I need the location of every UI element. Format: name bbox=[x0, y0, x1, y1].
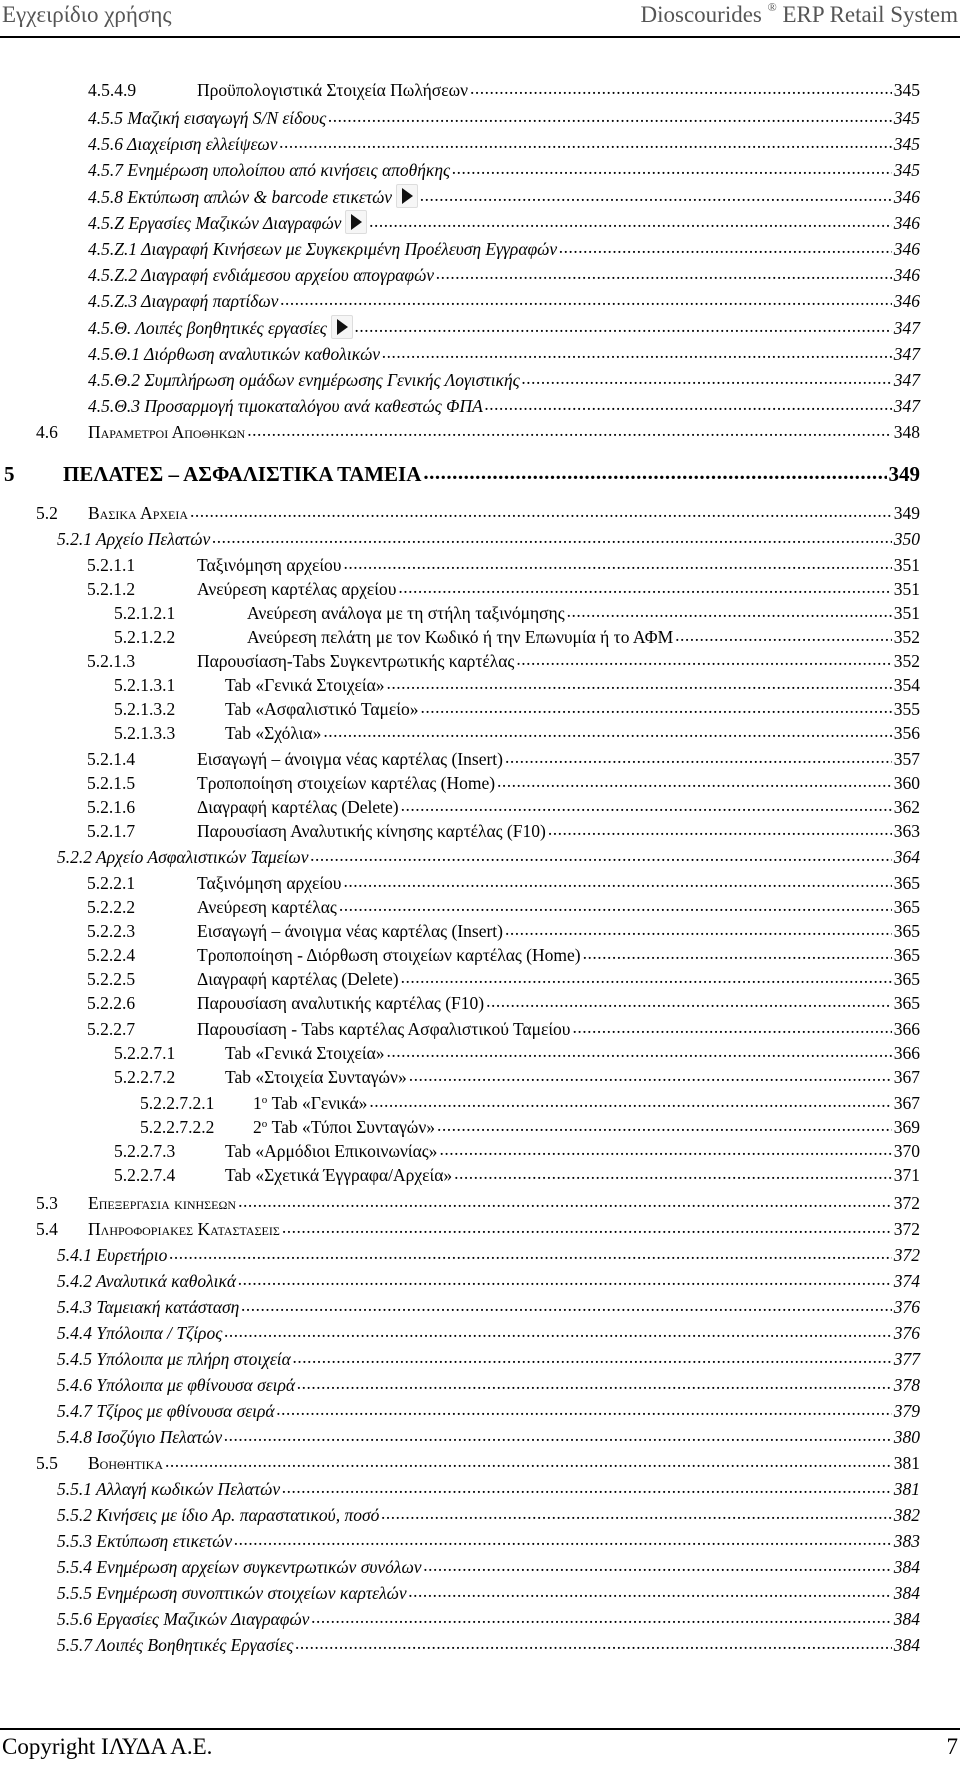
toc-entry[interactable] bbox=[87, 744, 920, 770]
toc-entry-page: 367 bbox=[893, 1067, 920, 1087]
toc-entry-page: 346 bbox=[893, 291, 920, 311]
toc-entry[interactable] bbox=[87, 646, 920, 672]
toc-entry-title: Παραμετροι Αποθηκων bbox=[88, 422, 246, 442]
dot-leader bbox=[241, 1296, 891, 1318]
toc-entry-page: 347 bbox=[893, 396, 920, 416]
toc-entry-page: 351 bbox=[893, 555, 920, 575]
dot-leader bbox=[169, 1244, 891, 1266]
toc-entry-title: 4.5.Θ. Λοιπές βοηθητικές εργασίες bbox=[88, 318, 327, 338]
toc-entry-title: Παρουσίαση-Tabs Συγκεντρωτικής καρτέλας bbox=[197, 651, 515, 671]
toc-entry[interactable] bbox=[114, 622, 920, 648]
toc-entry-title: 5.4.5 Υπόλοιπα με πλήρη στοιχεία bbox=[57, 1349, 291, 1369]
toc-entry-page: 372 bbox=[893, 1219, 920, 1239]
toc-entry-title: 4.5.Ζ.2 Διαγραφή ενδιάμεσου αρχείου απογραφών bbox=[88, 265, 435, 285]
toc-entry-ordinal-suffix: ο bbox=[261, 1118, 268, 1130]
dot-leader bbox=[452, 159, 892, 181]
dot-leader bbox=[409, 1582, 892, 1604]
toc-entry[interactable] bbox=[57, 524, 920, 550]
toc-entry-title: Tab «Σχετικά Έγγραφα/Αρχεία» bbox=[225, 1165, 453, 1185]
toc-entry[interactable] bbox=[36, 1448, 920, 1474]
toc-entry-page: 349 bbox=[888, 462, 920, 486]
toc-entry-title: Tab «Αρμόδιοι Επικοινωνίας» bbox=[225, 1141, 438, 1161]
toc-entry-title: 5.5.2 Κινήσεις με ίδιο Αρ. παραστατικού, ποσό bbox=[57, 1505, 380, 1525]
expand-arrow-icon[interactable] bbox=[331, 315, 353, 339]
dot-leader bbox=[420, 698, 891, 720]
dot-leader bbox=[497, 772, 892, 794]
play-triangle-icon bbox=[337, 319, 348, 335]
toc-entry-ordinal: 1 bbox=[253, 1093, 262, 1113]
toc-entry[interactable] bbox=[88, 286, 920, 312]
toc-entry-page: 352 bbox=[893, 627, 920, 647]
dot-leader bbox=[486, 992, 892, 1014]
toc-entry[interactable] bbox=[88, 75, 920, 101]
toc-entry-page: 365 bbox=[893, 897, 920, 917]
dot-leader bbox=[516, 650, 891, 672]
toc-entry-page: 354 bbox=[893, 675, 920, 695]
toc-entry-number: 5.2.1.6 bbox=[87, 797, 136, 817]
toc-entry-page: 347 bbox=[893, 318, 920, 338]
toc-entry[interactable] bbox=[57, 1292, 920, 1318]
toc-entry-page: 363 bbox=[893, 821, 920, 841]
toc-entry[interactable] bbox=[114, 718, 920, 744]
toc-entry[interactable] bbox=[88, 234, 920, 260]
header-divider bbox=[0, 36, 960, 38]
product-brand: Dioscourides bbox=[640, 2, 762, 27]
dot-leader bbox=[311, 1608, 891, 1630]
toc-entry-page: 347 bbox=[893, 370, 920, 390]
toc-entry-number: 5.2.1.2.1 bbox=[114, 603, 176, 623]
toc-entry-title: Tab «Ασφαλιστικό Ταμείο» bbox=[225, 699, 419, 719]
toc-entry-title: 4.5.8 Εκτύπωση απλών & barcode ετικετών bbox=[88, 187, 393, 207]
toc-entry-title: 4.5.Θ.3 Προσαρμογή τιμοκαταλόγου ανά καθεστώς ΦΠΑ bbox=[88, 396, 483, 416]
toc-entry-number: 5.2.2.7.2.1 bbox=[140, 1093, 215, 1113]
toc-entry-title: 5.5.6 Εργασίες Μαζικών Διαγραφών bbox=[57, 1609, 310, 1629]
toc-entry[interactable] bbox=[87, 892, 920, 918]
toc-entry-title: 4.5.Ζ.3 Διαγραφή παρτίδων bbox=[88, 291, 279, 311]
toc-entry-title: Προϋπολογιστικά Στοιχεία Πωλήσεων bbox=[197, 80, 469, 100]
dot-leader bbox=[277, 1400, 892, 1422]
toc-entry-page: 345 bbox=[893, 80, 920, 100]
toc-entry-page: 365 bbox=[893, 921, 920, 941]
toc-entry-title: Ανεύρεση καρτέλας αρχείου bbox=[197, 579, 397, 599]
toc-entry[interactable] bbox=[88, 365, 920, 391]
toc-entry-page: 365 bbox=[893, 945, 920, 965]
toc-entry[interactable] bbox=[87, 816, 920, 842]
toc-entry-page: 372 bbox=[893, 1193, 920, 1213]
toc-entry-title: Tab «Γενικά Στοιχεία» bbox=[225, 1043, 385, 1063]
toc-entry[interactable] bbox=[57, 1630, 920, 1656]
toc-entry[interactable] bbox=[57, 842, 920, 868]
toc-entry-page: 362 bbox=[893, 797, 920, 817]
dot-leader bbox=[280, 290, 891, 312]
toc-entry-page: 364 bbox=[893, 847, 920, 867]
toc-entry[interactable] bbox=[114, 1136, 920, 1162]
toc-entry-title: Tab «Γενικά» bbox=[271, 1093, 368, 1113]
dot-leader bbox=[323, 722, 891, 744]
toc-entry[interactable] bbox=[57, 1422, 920, 1448]
toc-entry-title: 5.5.3 Εκτύπωση ετικετών bbox=[57, 1531, 233, 1551]
toc-entry[interactable] bbox=[87, 768, 920, 794]
toc-entry[interactable] bbox=[57, 1318, 920, 1344]
dot-leader bbox=[224, 1322, 891, 1344]
toc-entry-page: 345 bbox=[893, 134, 920, 154]
toc-entry-number: 5.2.2.1 bbox=[87, 873, 136, 893]
dot-leader bbox=[548, 820, 892, 842]
dot-leader bbox=[583, 944, 892, 966]
toc-entry[interactable] bbox=[57, 1344, 920, 1370]
toc-entry-page: 350 bbox=[893, 529, 920, 549]
toc-entry-title: 5.5.5 Ενημέρωση συνοπτικών στοιχείων καρτελών bbox=[57, 1583, 407, 1603]
toc-entry-page: 346 bbox=[893, 265, 920, 285]
toc-entry-title: Ταξινόμηση αρχείου bbox=[197, 555, 342, 575]
toc-entry-page: 365 bbox=[893, 873, 920, 893]
toc-entry[interactable] bbox=[88, 260, 920, 286]
dot-leader bbox=[420, 186, 892, 208]
page-header bbox=[0, 0, 960, 32]
toc-entry-page: 366 bbox=[893, 1019, 920, 1039]
toc-entry-title: Ανεύρεση ανάλογα με τη στήλη ταξινόμησης bbox=[247, 603, 565, 623]
toc-entry[interactable] bbox=[36, 498, 920, 524]
toc-entry-page: 348 bbox=[893, 422, 920, 442]
dot-leader bbox=[339, 896, 892, 918]
toc-entry-title: Ταξινόμηση αρχείου bbox=[197, 873, 342, 893]
dot-leader bbox=[212, 528, 891, 550]
dot-leader bbox=[401, 968, 892, 990]
toc-entry-number: 5.2.2.7.2 bbox=[114, 1067, 176, 1087]
toc-entry-ordinal: 2 bbox=[253, 1117, 262, 1137]
dot-leader bbox=[343, 554, 891, 576]
dot-leader bbox=[398, 578, 891, 600]
toc-entry[interactable] bbox=[57, 1500, 920, 1526]
toc-entry-title: 5.4.4 Υπόλοιπα / Τζίρος bbox=[57, 1323, 223, 1343]
toc-entry-title: 5.4.8 Ισοζύγιο Πελατών bbox=[57, 1427, 223, 1447]
toc-entry[interactable] bbox=[140, 1088, 920, 1114]
toc-entry-title: Παρουσίαση Αναλυτικής κίνησης καρτέλας (F10) bbox=[197, 821, 546, 841]
toc-entry-page: 384 bbox=[893, 1557, 920, 1577]
expand-arrow-icon[interactable] bbox=[345, 210, 367, 234]
dot-leader bbox=[675, 626, 892, 648]
toc-entry[interactable] bbox=[57, 1370, 920, 1396]
toc-entry[interactable] bbox=[87, 868, 920, 894]
toc-entry-title: ΠΕΛΑΤΕΣ – ΑΣΦΑΛΙΣΤΙΚΑ ΤΑΜΕΙΑ bbox=[63, 462, 422, 486]
toc-entry[interactable] bbox=[114, 670, 920, 696]
toc-entry-page: 356 bbox=[893, 723, 920, 743]
toc-entry[interactable] bbox=[57, 1474, 920, 1500]
page-footer bbox=[0, 1734, 960, 1764]
toc-entry-number: 5.2.2.2 bbox=[87, 897, 136, 917]
dot-leader bbox=[470, 79, 892, 101]
toc-entry-title: 5.4.2 Αναλυτικά καθολικά bbox=[57, 1271, 237, 1291]
dot-leader bbox=[559, 238, 892, 260]
toc-entry-page: 379 bbox=[893, 1401, 920, 1421]
toc-entry-number: 5 bbox=[4, 462, 15, 486]
toc-entry-number: 5.2.2.7 bbox=[87, 1019, 136, 1039]
toc-entry-title: Τροποποίηση - Διόρθωση στοιχείων καρτέλας (Home) bbox=[197, 945, 581, 965]
toc-entry-page: 383 bbox=[893, 1531, 920, 1551]
toc-entry[interactable] bbox=[88, 155, 920, 181]
toc-entry-page: 352 bbox=[893, 651, 920, 671]
toc-entry-page: 357 bbox=[893, 749, 920, 769]
toc-entry-title: 5.4.1 Ευρετήριο bbox=[57, 1245, 168, 1265]
toc-entry-title: 5.5.1 Αλλαγή κωδικών Πελατών bbox=[57, 1479, 281, 1499]
toc-entry-number: 5.2.2.7.1 bbox=[114, 1043, 176, 1063]
toc-entry-title: 5.2.1 Αρχείο Πελατών bbox=[57, 529, 211, 549]
toc-entry[interactable] bbox=[36, 1188, 920, 1214]
toc-entry-number: 4.5.4.9 bbox=[88, 80, 137, 100]
dot-leader bbox=[409, 1066, 892, 1088]
play-triangle-icon bbox=[351, 214, 362, 230]
toc-entry-title: 4.5.Ζ Εργασίες Μαζικών Διαγραφών bbox=[88, 213, 342, 233]
dot-leader bbox=[522, 369, 892, 391]
toc-entry[interactable] bbox=[114, 1062, 920, 1088]
toc-entry-title: 5.4.3 Ταμειακή κατάσταση bbox=[57, 1297, 240, 1317]
toc-entry[interactable] bbox=[57, 1396, 920, 1422]
dot-leader bbox=[485, 395, 892, 417]
toc-entry-number: 5.2.1.3.3 bbox=[114, 723, 176, 743]
dot-leader bbox=[190, 502, 892, 524]
toc-entry[interactable] bbox=[57, 1266, 920, 1292]
dot-leader bbox=[423, 463, 886, 485]
toc-entry-number: 5.2.2.3 bbox=[87, 921, 136, 941]
toc-entry[interactable] bbox=[4, 459, 920, 485]
dot-leader bbox=[439, 1140, 891, 1162]
toc-entry-page: 382 bbox=[893, 1505, 920, 1525]
toc-entry-number: 5.2.1.3.1 bbox=[114, 675, 176, 695]
dot-leader bbox=[282, 1218, 892, 1240]
toc-entry-title: 5.4.6 Υπόλοιπα με φθίνουσα σειρά bbox=[57, 1375, 296, 1395]
dot-leader bbox=[247, 421, 892, 443]
toc-entry-page: 370 bbox=[893, 1141, 920, 1161]
toc-entry-number: 5.2.2.7.3 bbox=[114, 1141, 176, 1161]
toc-entry-title: 4.5.5 Μαζική εισαγωγή S/N είδους bbox=[88, 108, 327, 128]
toc-entry-page: 384 bbox=[893, 1609, 920, 1629]
toc-entry-title: Εισαγωγή – άνοιγμα νέας καρτέλας (Insert) bbox=[197, 749, 503, 769]
toc-entry-ordinal-suffix: ο bbox=[261, 1094, 268, 1106]
toc-entry-page: 384 bbox=[893, 1635, 920, 1655]
toc-entry-number: 5.2.1.3.2 bbox=[114, 699, 176, 719]
toc-entry-title: 5.5.7 Λοιπές Βοηθητικές Εργασίες bbox=[57, 1635, 294, 1655]
dot-leader bbox=[505, 748, 892, 770]
dot-leader bbox=[279, 133, 891, 155]
toc-entry-page: 380 bbox=[893, 1427, 920, 1447]
toc-entry-number: 5.3 bbox=[36, 1193, 58, 1213]
toc-entry[interactable] bbox=[36, 1214, 920, 1240]
toc-entry-number: 5.2.2.4 bbox=[87, 945, 136, 965]
toc-entry-page: 345 bbox=[893, 160, 920, 180]
toc-entry-title: Tab «Σχόλια» bbox=[225, 723, 322, 743]
toc-entry[interactable] bbox=[57, 1552, 920, 1578]
toc-entry-page: 378 bbox=[893, 1375, 920, 1395]
toc-entry-title: Ανεύρεση καρτέλας bbox=[197, 897, 337, 917]
toc-entry[interactable] bbox=[114, 598, 920, 624]
dot-leader bbox=[454, 1164, 892, 1186]
toc-entry-page: 376 bbox=[893, 1297, 920, 1317]
toc-entry-number: 5.2.2.6 bbox=[87, 993, 136, 1013]
dot-leader bbox=[224, 1426, 892, 1448]
toc-entry-title: Πληροφοριακες Καταστασεις bbox=[88, 1219, 280, 1239]
toc-entry[interactable] bbox=[114, 1038, 920, 1064]
toc-entry-page: 365 bbox=[893, 969, 920, 989]
toc-entry[interactable] bbox=[88, 208, 920, 234]
toc-entry-number: 5.2.1.7 bbox=[87, 821, 136, 841]
toc-entry-page: 376 bbox=[893, 1323, 920, 1343]
toc-entry-title: Παρουσίαση - Tabs καρτέλας Ασφαλιστικού Ταμείου bbox=[197, 1019, 571, 1039]
toc-entry-title: Βοηθητικα bbox=[88, 1453, 163, 1473]
dot-leader bbox=[387, 1042, 892, 1064]
toc-entry-number: 5.2.1.2 bbox=[87, 579, 136, 599]
copyright-text: Copyright ΙΛΥΔΑ Α.Ε. bbox=[2, 1734, 213, 1759]
toc-entry-number: 5.2.1.2.2 bbox=[114, 627, 176, 647]
toc-entry-title: Tab «Στοιχεία Συνταγών» bbox=[225, 1067, 407, 1087]
toc-entry-number: 5.5 bbox=[36, 1453, 58, 1473]
toc-entry-page: 349 bbox=[893, 503, 920, 523]
dot-leader bbox=[505, 920, 892, 942]
dot-leader bbox=[382, 343, 892, 365]
toc-entry[interactable] bbox=[88, 182, 920, 208]
toc-entry-page: 377 bbox=[893, 1349, 920, 1369]
toc-entry-page: 355 bbox=[893, 699, 920, 719]
toc-entry-page: 366 bbox=[893, 1043, 920, 1063]
toc-entry-number: 5.2.1.3 bbox=[87, 651, 136, 671]
dot-leader bbox=[381, 1504, 891, 1526]
toc-entry-title: Διαγραφή καρτέλας (Delete) bbox=[197, 797, 399, 817]
toc-entry[interactable] bbox=[88, 391, 920, 417]
dot-leader bbox=[369, 1092, 891, 1114]
dot-leader bbox=[297, 1374, 892, 1396]
toc-entry-title: Τροποποίηση στοιχείων καρτέλας (Home) bbox=[197, 773, 496, 793]
toc-entry-title: Ανεύρεση πελάτη με τον Κωδικό ή την Επωνυμία ή το ΑΦΜ bbox=[247, 627, 674, 647]
toc-entry-title: Διαγραφή καρτέλας (Delete) bbox=[197, 969, 399, 989]
toc-entry-page: 381 bbox=[893, 1453, 920, 1473]
toc-entry-title: Επεξεργασια κινησεων bbox=[88, 1193, 237, 1213]
toc-entry-number: 5.2.1.4 bbox=[87, 749, 136, 769]
dot-leader bbox=[328, 107, 892, 129]
toc-entry[interactable] bbox=[87, 792, 920, 818]
toc-entry-title: 5.5.4 Ενημέρωση αρχείων συγκεντρωτικών συνόλων bbox=[57, 1557, 422, 1577]
toc-entry-page: 369 bbox=[893, 1117, 920, 1137]
toc-entry-page: 346 bbox=[893, 187, 920, 207]
toc-entry-page: 351 bbox=[893, 603, 920, 623]
toc-entry-number: 5.2 bbox=[36, 503, 58, 523]
dot-leader bbox=[165, 1452, 892, 1474]
toc-entry[interactable] bbox=[57, 1240, 920, 1266]
product-suffix: ERP Retail System bbox=[782, 2, 958, 27]
toc-entry-page: 367 bbox=[893, 1093, 920, 1113]
toc-entry-title: Tab «Γενικά Στοιχεία» bbox=[225, 675, 385, 695]
toc-entry-title: 4.5.Ζ.1 Διαγραφή Κινήσεων με Συγκεκριμένη Προέλευση Εγγραφών bbox=[88, 239, 558, 259]
expand-arrow-icon[interactable] bbox=[396, 184, 418, 208]
toc-entry-number: 5.2.1.1 bbox=[87, 555, 136, 575]
toc-entry-title: Εισαγωγή – άνοιγμα νέας καρτέλας (Insert) bbox=[197, 921, 503, 941]
dot-leader bbox=[387, 674, 892, 696]
toc-entry-title: Βασικα Αρχεια bbox=[88, 503, 189, 523]
toc-entry-page: 372 bbox=[893, 1245, 920, 1265]
toc-entry-number: 5.2.2.7.2.2 bbox=[140, 1117, 215, 1137]
toc-entry-number: 4.6 bbox=[36, 422, 58, 442]
dot-leader bbox=[567, 602, 892, 624]
toc-entry-page: 345 bbox=[893, 108, 920, 128]
toc-entry[interactable] bbox=[87, 988, 920, 1014]
toc-entry[interactable] bbox=[88, 313, 920, 339]
toc-entry[interactable] bbox=[114, 1160, 920, 1186]
footer-divider bbox=[0, 1728, 960, 1730]
dot-leader bbox=[293, 1348, 892, 1370]
toc-entry[interactable] bbox=[57, 1578, 920, 1604]
toc-entry[interactable] bbox=[87, 550, 920, 576]
toc-entry-number: 5.2.2.7.4 bbox=[114, 1165, 176, 1185]
toc-entry-page: 374 bbox=[893, 1271, 920, 1291]
toc-entry[interactable] bbox=[140, 1112, 920, 1138]
toc-entry[interactable] bbox=[88, 339, 920, 365]
toc-entry-page: 384 bbox=[893, 1583, 920, 1603]
toc-entry[interactable] bbox=[114, 694, 920, 720]
dot-leader bbox=[343, 872, 891, 894]
toc-entry-page: 365 bbox=[893, 993, 920, 1013]
dot-leader bbox=[401, 796, 892, 818]
toc-entry[interactable] bbox=[87, 574, 920, 600]
toc-entry-number: 5.2.1.5 bbox=[87, 773, 136, 793]
toc-entry-title: 4.5.Θ.2 Συμπλήρωση ομάδων ενημέρωσης Γενικής Λογιστικής bbox=[88, 370, 520, 390]
dot-leader bbox=[234, 1530, 892, 1552]
dot-leader bbox=[295, 1634, 891, 1656]
toc-entry[interactable] bbox=[88, 103, 920, 129]
toc-entry[interactable] bbox=[36, 417, 920, 443]
toc-entry[interactable] bbox=[87, 940, 920, 966]
toc-entry-title: 5.4.7 Τζίρος με φθίνουσα σειρά bbox=[57, 1401, 275, 1421]
play-triangle-icon bbox=[402, 188, 413, 204]
toc-entry[interactable] bbox=[87, 964, 920, 990]
product-name bbox=[641, 2, 959, 28]
toc-entry[interactable] bbox=[87, 916, 920, 942]
dot-leader bbox=[238, 1192, 892, 1214]
toc-entry-page: 371 bbox=[893, 1165, 920, 1185]
toc-entry-page: 347 bbox=[893, 344, 920, 364]
toc-entry-title: 4.5.6 Διαχείριση ελλείψεων bbox=[88, 134, 278, 154]
toc-entry-title: Παρουσίαση αναλυτικής καρτέλας (F10) bbox=[197, 993, 485, 1013]
toc-entry[interactable] bbox=[57, 1604, 920, 1630]
toc-entry-title: 4.5.Θ.1 Διόρθωση αναλυτικών καθολικών bbox=[88, 344, 381, 364]
dot-leader bbox=[282, 1478, 892, 1500]
toc-entry-page: 346 bbox=[893, 213, 920, 233]
toc-entry-title: Tab «Τύποι Συνταγών» bbox=[271, 1117, 435, 1137]
dot-leader bbox=[572, 1018, 891, 1040]
dot-leader bbox=[437, 1116, 892, 1138]
dot-leader bbox=[436, 264, 892, 286]
toc-entry-page: 351 bbox=[893, 579, 920, 599]
manual-title: Εγχειρίδιο χρήσης bbox=[2, 2, 172, 27]
toc-entry[interactable] bbox=[88, 129, 920, 155]
toc-entry-page: 381 bbox=[893, 1479, 920, 1499]
dot-leader bbox=[311, 846, 892, 868]
dot-leader bbox=[424, 1556, 892, 1578]
dot-leader bbox=[369, 212, 891, 234]
toc-entry-title: 4.5.7 Ενημέρωση υπολοίπου από κινήσεις αποθήκης bbox=[88, 160, 451, 180]
dot-leader bbox=[355, 317, 892, 339]
toc-entry[interactable] bbox=[57, 1526, 920, 1552]
page-number: 7 bbox=[946, 1734, 958, 1759]
dot-leader bbox=[238, 1270, 892, 1292]
toc-entry-number: 5.2.2.5 bbox=[87, 969, 136, 989]
toc-entry[interactable] bbox=[87, 1014, 920, 1040]
toc-entry-number: 5.4 bbox=[36, 1219, 58, 1239]
toc-entry-page: 346 bbox=[893, 239, 920, 259]
toc-entry-page: 360 bbox=[893, 773, 920, 793]
toc-entry-title: 5.2.2 Αρχείο Ασφαλιστικών Ταμείων bbox=[57, 847, 309, 867]
registered-mark: ® bbox=[767, 0, 777, 15]
